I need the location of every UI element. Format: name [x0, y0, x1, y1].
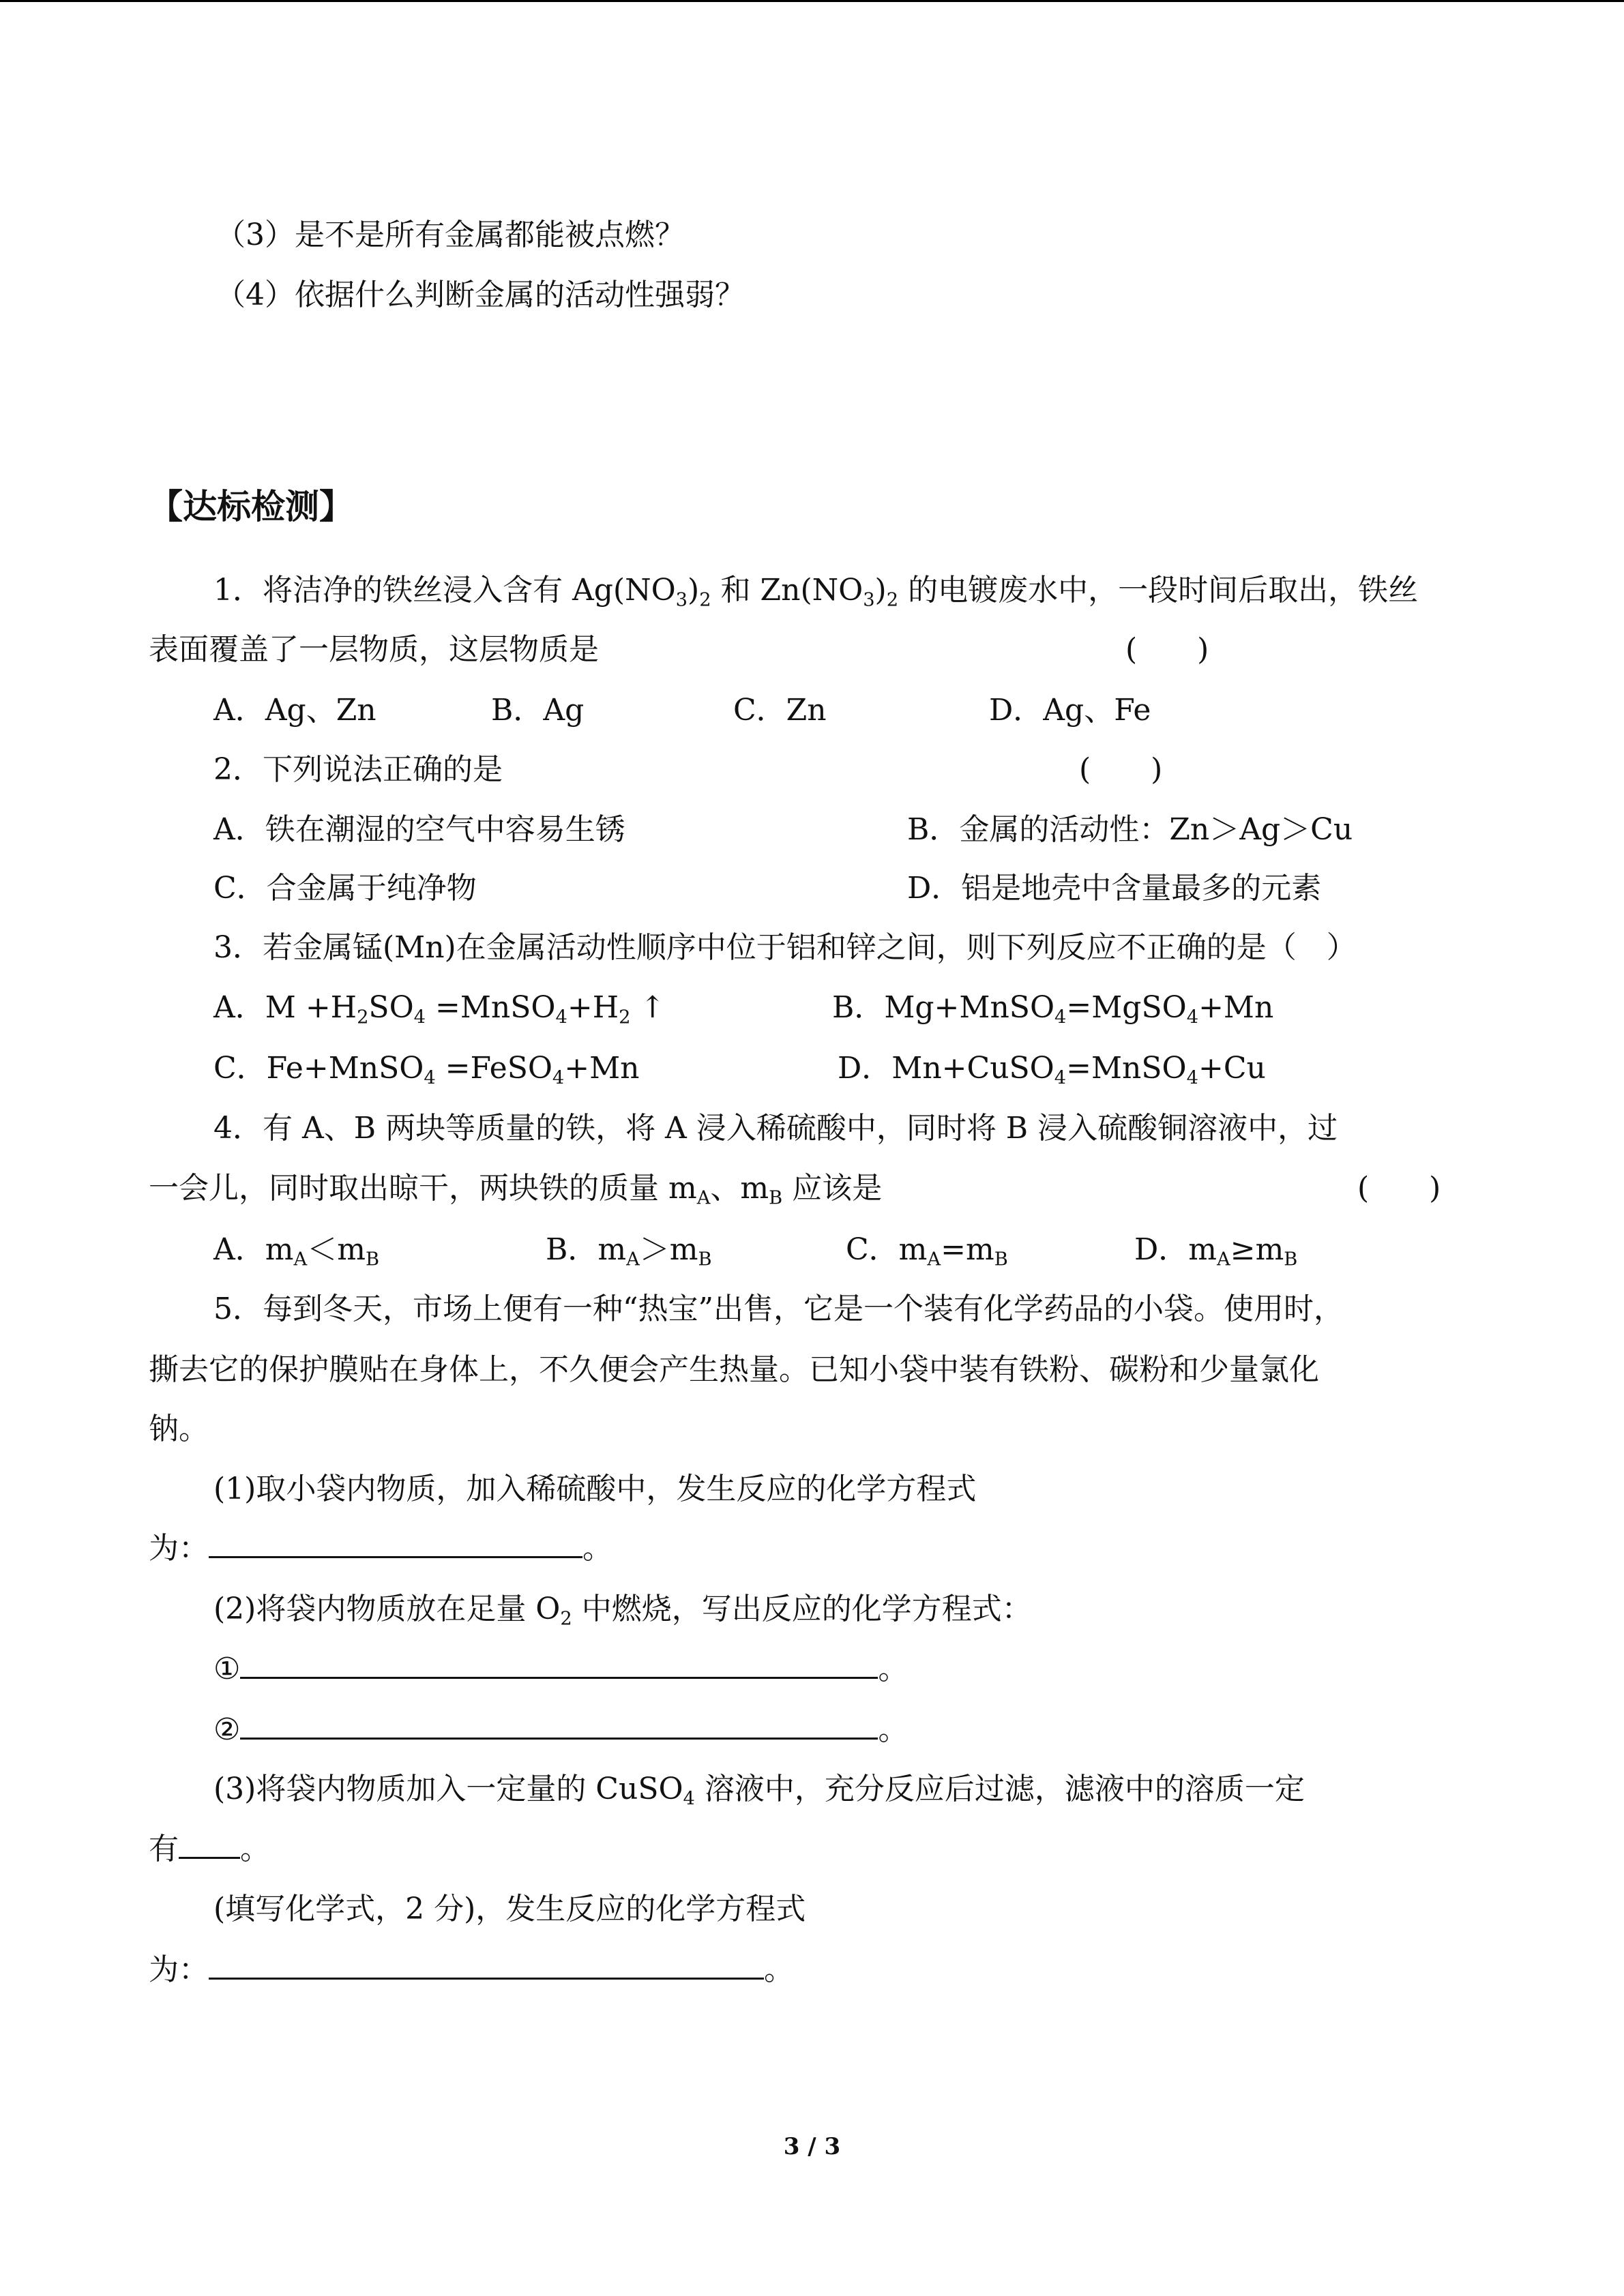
q5-part2-blank-2[interactable]: [240, 1714, 878, 1740]
q4-stem-line2: 一会儿，同时取出晾干，两块铁的质量 $m_A$、$m_B$ 应该是: [149, 1171, 883, 1209]
q1-option-b: B．Ag: [491, 693, 585, 728]
q4-option-a: A．$m_A<m_B$: [213, 1232, 379, 1270]
q5-part3-blank[interactable]: [179, 1834, 240, 1859]
q4-option-d: D．$m_A\ge m_B$: [1134, 1232, 1298, 1270]
q5-stem-line1: 5．每到冬天，市场上便有一种“热宝”出售，它是一个装有化学药品的小袋。使用时，: [213, 1292, 1344, 1326]
q2-option-d: D．铝是地壳中含量最多的元素: [907, 871, 1322, 906]
q1-stem-line1: 1．将洁净的铁丝浸入含有 $Ag(NO_3)_2$ 和 $Zn(NO_3)_2$ 的电镀废水中，一段时间后取出，铁丝: [213, 573, 1419, 611]
q4-option-b: B．$m_A>m_B$: [546, 1232, 712, 1270]
q5-part2: (2)将袋内物质放在足量 $O_2$ 中燃烧，写出反应的化学方程式：: [213, 1592, 1032, 1630]
q5-part1-blank[interactable]: [209, 1533, 582, 1558]
q1-option-d: D．Ag、Fe: [989, 693, 1151, 728]
q1-stem-line2: 表面覆盖了一层物质，这层物质是: [149, 632, 599, 667]
q1-option-c: C．Zn: [733, 693, 827, 728]
q5-part4-answer: 为： 。: [149, 1952, 794, 1987]
q4-stem-line1: 4．有 A、B 两块等质量的铁，将 A 浸入稀硫酸中，同时将 B 浸入硫酸铜溶液中，过: [213, 1111, 1338, 1146]
page-number: 3 / 3: [783, 2133, 841, 2160]
q2-stem: 2．下列说法正确的是: [213, 752, 503, 787]
q2-answer-bracket: ( ): [1079, 752, 1163, 787]
section-title: 【达标检测】: [149, 487, 353, 526]
q5-part3: (3)将袋内物质加入一定量的 CuSO$_4$ 溶液中，充分反应后过滤，滤液中的溶质一定: [213, 1772, 1305, 1810]
q5-part1-answer: 为： 。: [149, 1531, 612, 1566]
q2-option-c: C．合金属于纯净物: [213, 871, 477, 906]
q3-option-d: D．Mn+CuSO$_4$=MnSO$_4$+Cu: [838, 1051, 1266, 1089]
q3-option-a: A．$M +H_2SO_4$ $=MnSO_4+H_2$ ↑: [213, 990, 666, 1028]
intro-question-4: （4）依据什么判断金属的活动性强弱？: [216, 278, 745, 312]
q3-stem: 3．若金属锰(Mn)在金属活动性顺序中位于铝和锌之间，则下列反应不正确的是（ ）: [213, 930, 1357, 965]
q4-answer-bracket: ( ): [1357, 1171, 1441, 1206]
q2-option-a: A．铁在潮湿的空气中容易生锈: [213, 812, 625, 847]
q2-option-b: B．金属的活动性：Zn＞Ag＞Cu: [907, 812, 1353, 847]
q1-option-a: A．Ag、Zn: [213, 693, 377, 728]
q3-option-b: B．Mg+MnSO$_4$=MgSO$_4$+Mn: [832, 990, 1274, 1028]
q5-stem-line3: 钠。: [149, 1412, 209, 1446]
q5-part3-answer: 有 。: [149, 1832, 270, 1866]
q5-stem-line2: 撕去它的保护膜贴在身体上，不久便会产生热量。已知小袋中装有铁粉、碳粉和少量氯化: [149, 1352, 1319, 1387]
intro-question-3: （3）是不是所有金属都能被点燃？: [216, 218, 685, 252]
q1-answer-bracket: ( ): [1125, 632, 1209, 667]
q5-part2-answer-1: ① 。: [213, 1652, 909, 1686]
q5-part4-blank[interactable]: [209, 1954, 764, 1980]
q3-option-c: C．Fe+MnSO$_4$ =FeSO$_4$+Mn: [213, 1051, 640, 1089]
q5-part2-blank-1[interactable]: [240, 1654, 878, 1679]
q5-part4: (填写化学式，2 分)，发生反应的化学方程式: [213, 1892, 806, 1926]
top-border: [0, 0, 1624, 2]
q5-part1: (1)取小袋内物质，加入稀硫酸中，发生反应的化学方程式: [213, 1472, 977, 1506]
q5-part2-answer-2: ② 。: [213, 1712, 909, 1747]
q4-option-c: C．$m_A=m_B$: [846, 1232, 1008, 1270]
